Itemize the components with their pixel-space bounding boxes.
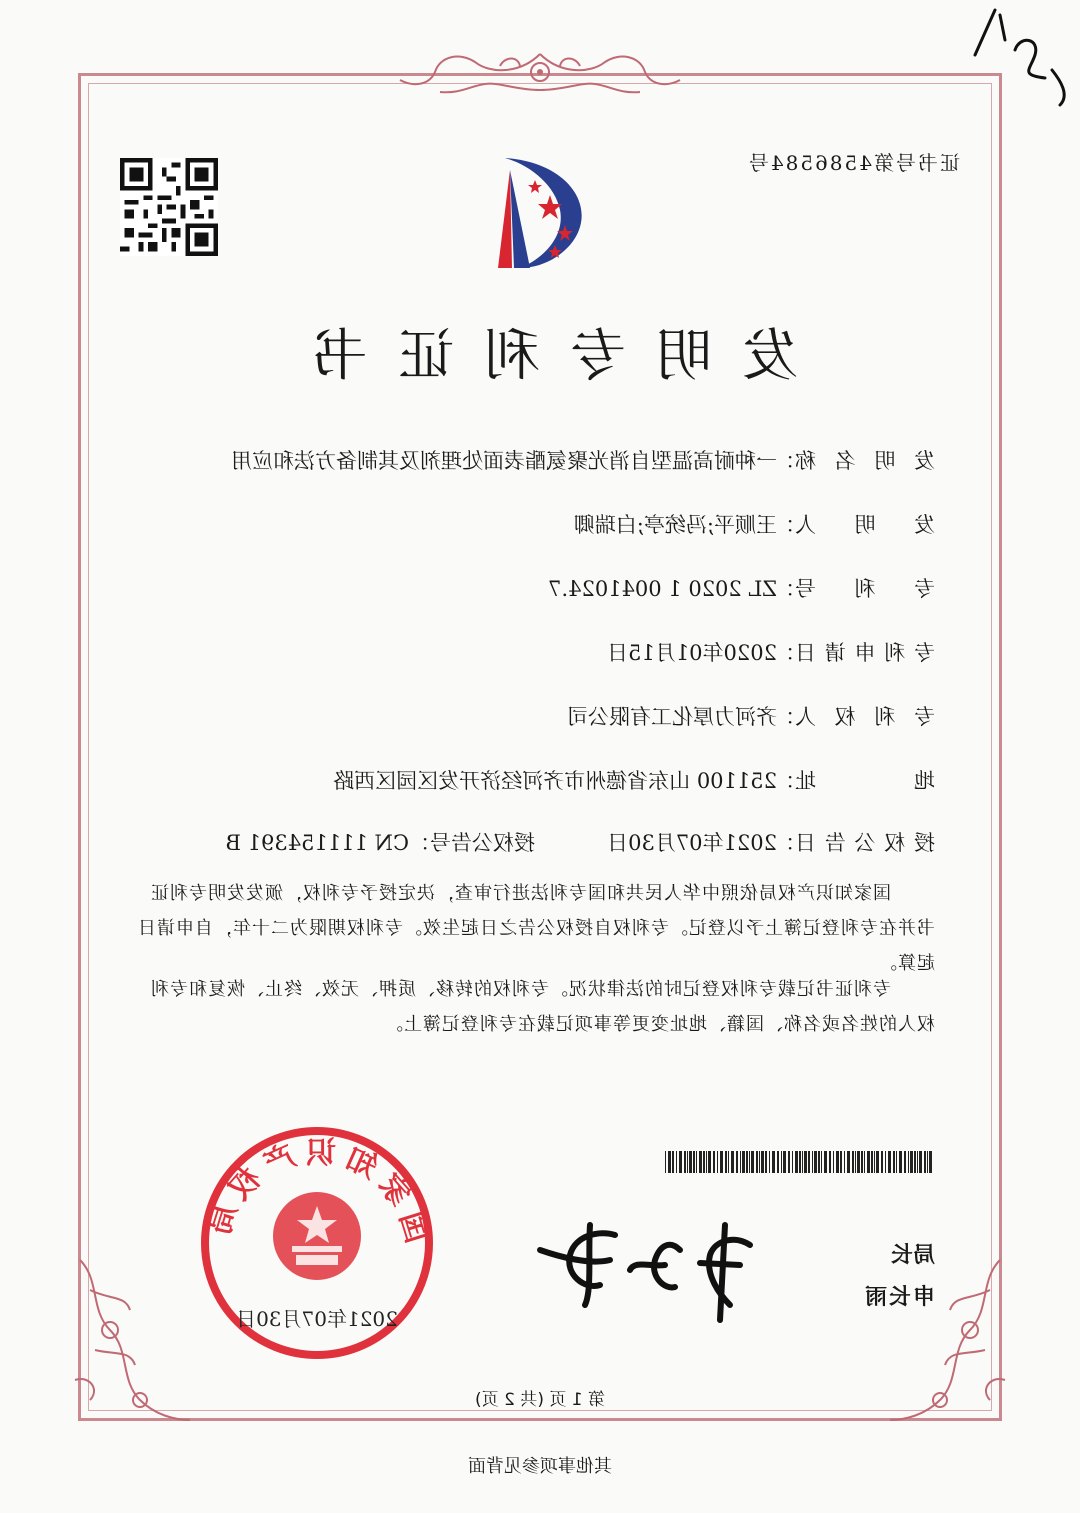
page-number: 第 1 页 (共 2 页)	[475, 1390, 605, 1410]
field-label: 地址	[795, 769, 935, 793]
field-label: 授权公告号	[430, 831, 535, 855]
field-value: 王顺平;冯统亭;白瑞卿	[573, 513, 777, 537]
field-label: 专利申请日	[795, 641, 935, 665]
top-ornament	[380, 44, 700, 100]
field-grant-date: 授权公告日：2021年07月30日	[607, 826, 935, 860]
field-value: 2020年01月15日	[607, 641, 777, 665]
seal-text: 国家知识产权局	[199, 1136, 435, 1247]
field-label: 专利号	[795, 577, 935, 601]
director-title: 局长	[890, 1243, 935, 1268]
field-value: ZL 2020 1 0041024.7	[548, 577, 777, 601]
director-name: 申长雨	[862, 1285, 935, 1310]
director-signature	[530, 1205, 760, 1325]
certificate-title: 发明专利证书	[282, 324, 798, 389]
field-value: 2021年07月30日	[607, 831, 777, 855]
footer-note: 其他事项参见背面	[468, 1456, 612, 1477]
handwritten-annotation	[960, 0, 1080, 110]
field-inventor: 发明人：王顺平;冯统亭;白瑞卿	[574, 508, 935, 542]
field-value: CN 111154391 B	[225, 831, 409, 855]
field-filing-date: 专利申请日：2020年01月15日	[607, 636, 935, 670]
field-label: 发明名称	[795, 449, 935, 473]
field-value: 一种耐高温型自消光聚氨酯表面处理剂及其制备方法和应用	[231, 449, 777, 473]
field-patent-number: 专利号：ZL 2020 1 0041024.7	[548, 572, 935, 606]
barcode	[662, 1151, 932, 1173]
field-label: 专利权人	[795, 705, 935, 729]
statement-paragraph-1: 国家知识产权局依照中华人民共和国专利法进行审查，决定授予专利权，颁发发明专利证书并在专利登记簿上予以登记。专利权自授权公告之日起生效。专利权期限为二十年，自申请日起算。	[137, 883, 935, 974]
field-value: 251100 山东省德州市齐河经济开发区园区西路	[333, 769, 777, 793]
official-seal	[192, 1118, 442, 1368]
field-label: 授权公告日	[795, 831, 935, 855]
cnipa-emblem	[450, 150, 610, 280]
statement-paragraph-2: 专利证书记载专利权登记时的法律状况。专利权的转移、质押、无效、终止、恢复和专利权人的姓名或名称、国籍、地址变更等事项记载在专利登记簿上。	[150, 979, 935, 1035]
field-address: 地址：251100 山东省德州市齐河经济开发区园区西路	[333, 764, 935, 798]
field-invention-name: 发明名称：一种耐高温型自消光聚氨酯表面处理剂及其制备方法和应用	[231, 444, 935, 478]
field-patentee: 专利权人：齐河力厚化工有限公司	[567, 700, 935, 734]
field-value: 齐河力厚化工有限公司	[567, 705, 777, 729]
seal-date: 2021年07月30日	[236, 1307, 398, 1331]
field-label: 发明人	[795, 513, 935, 537]
field-grant-publication-number: 授权公告号：CN 111154391 B	[225, 831, 535, 855]
certificate-number: 证书号第4586584号	[746, 151, 960, 175]
qr-code	[120, 158, 218, 256]
